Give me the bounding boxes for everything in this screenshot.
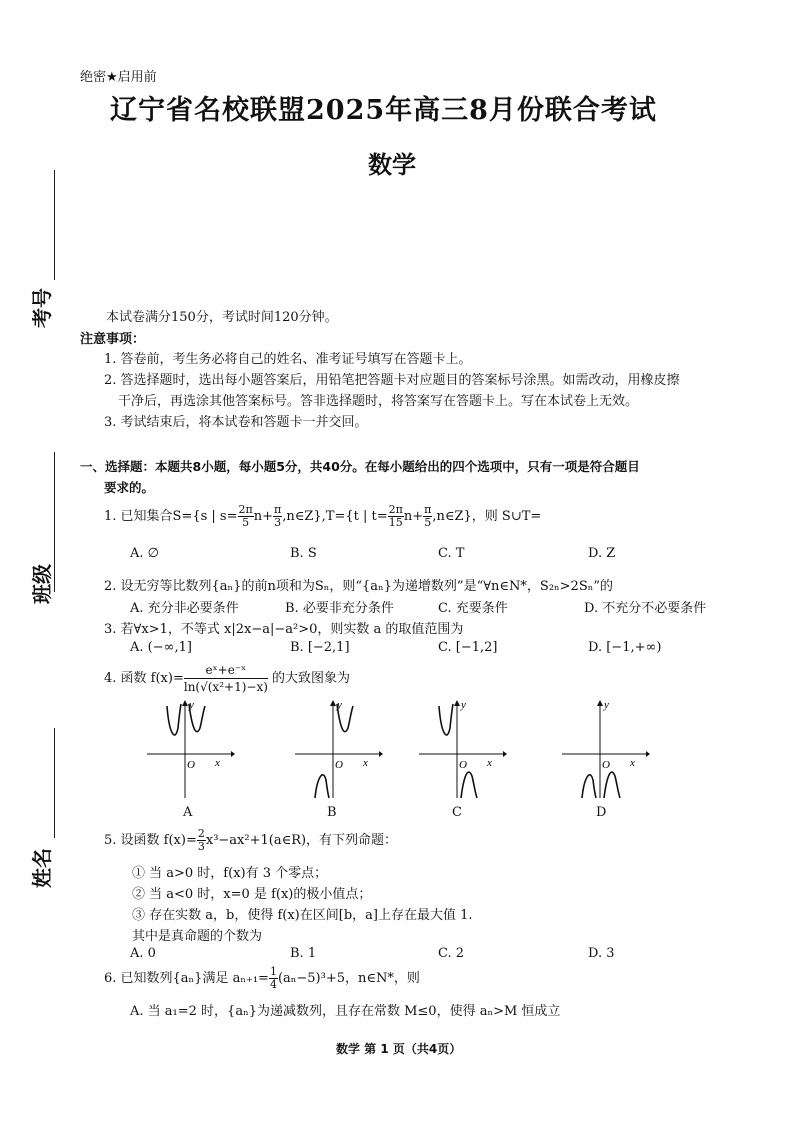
graph-d <box>560 698 650 802</box>
graph-c-origin: O <box>459 759 467 771</box>
q6-fraction <box>269 966 278 991</box>
q1-t-end: ,n∈Z} <box>432 509 472 524</box>
graph-c-x-label: x <box>487 757 492 769</box>
q6-rest: (aₙ−5)³+5，n∈N*，则 <box>277 971 420 986</box>
graph-c-label: C <box>452 805 462 820</box>
q5-item-3: ③ 存在实数 a，b，使得 f(x)在区间[b，a]上存在最大值 1. <box>132 908 473 923</box>
graph-b-y-label: y <box>337 699 342 711</box>
q6-prefix: 6. 已知数列{aₙ}满足 aₙ₊₁= <box>104 971 269 986</box>
q5-rest: x³−ax²+1(a∈R)，有下列命题： <box>205 833 398 848</box>
q5-option-c: C. 2 <box>438 946 465 961</box>
graph-d-x-label: x <box>630 757 635 769</box>
exam-no-line <box>54 170 55 280</box>
q4-denominator: ln(√(x²+1)−x) <box>183 680 268 694</box>
q1-prefix: 1. 已知集合 <box>104 509 173 524</box>
graph-c-y-label: y <box>461 699 466 711</box>
graph-a-label: A <box>183 805 193 820</box>
name-line <box>54 728 55 838</box>
q1-option-a: A. ∅ <box>130 546 159 561</box>
q2-option-c: C. 充要条件 <box>438 601 508 616</box>
q6-frac-num: 1 <box>269 965 277 978</box>
q2-option-a: A. 充分非必要条件 <box>130 601 239 616</box>
graph-b-x-label: x <box>363 757 368 769</box>
section-heading-cont: 要求的。 <box>104 480 155 495</box>
q1-suffix: ，则 S∪T= <box>471 509 542 524</box>
q1-s-part: S={s | s= <box>172 509 238 524</box>
subject-title: 数学 <box>368 150 416 179</box>
q5-fraction <box>197 828 206 853</box>
q5-prefix: 5. 设函数 f(x)= <box>104 833 197 848</box>
graph-b <box>293 698 383 802</box>
q5-item-2: ② 当 a<0 时，x=0 是 f(x)的极小值点； <box>132 887 372 902</box>
q3-option-d: D. [−1,+∞) <box>588 640 662 655</box>
graph-d-origin: O <box>602 759 610 771</box>
exam-no-label: 考号 <box>30 288 54 328</box>
q5-question: 其中是真命题的个数为 <box>132 929 263 944</box>
q1-t-frac1-num: 2π <box>388 503 403 516</box>
q1-option-b: B. S <box>290 546 317 561</box>
q1-s-mid: n+ <box>253 509 273 524</box>
graph-c <box>417 698 507 802</box>
graph-a <box>145 698 235 802</box>
graph-c-left-branch <box>439 704 453 735</box>
q6-option-a: A. 当 a₁=2 时，{aₙ}为递减数列，且存在常数 M≤0，使得 aₙ>M 恒成立 <box>130 1004 561 1019</box>
secret-label: 绝密★启用前 <box>80 70 157 85</box>
q5-option-a: A. 0 <box>130 946 156 961</box>
q3-option-b: B. [−2,1] <box>290 640 350 655</box>
instruction-item-2b: 干净后，再选涂其他答案标号。答非选择题时，将答案写在答题卡上。写在本试卷上无效。 <box>118 394 639 409</box>
q5-option-d: D. 3 <box>588 946 615 961</box>
question-6-stem <box>104 964 420 994</box>
q1-s-frac1-num: 2π <box>238 503 253 516</box>
q1-t-frac2 <box>423 504 432 529</box>
graph-d-label: D <box>596 805 607 820</box>
section-heading: 一、选择题：本题共8小题，每小题5分，共40分。在每小题给出的四个选项中，只有一项是符合题目 <box>80 459 640 474</box>
q4-fraction <box>184 662 268 695</box>
q1-t-frac1-den: 15 <box>388 516 403 529</box>
q4-numerator: eˣ+e⁻ˣ <box>184 662 268 679</box>
graph-a-origin: O <box>187 759 195 771</box>
q2-option-b: B. 必要非充分条件 <box>285 601 394 616</box>
class-label: 班级 <box>30 564 54 604</box>
instruction-item-1: 1. 答卷前，考生务必将自己的姓名、准考证号填写在答题卡上。 <box>104 352 472 367</box>
q1-t-part: ,T={t | t= <box>321 509 388 524</box>
graph-b-left-branch <box>315 775 329 798</box>
q1-s-frac2-den: 3 <box>274 516 282 529</box>
q1-t-frac1 <box>388 504 404 529</box>
q1-option-d: D. Z <box>588 546 616 561</box>
q1-s-frac2-num: π <box>274 503 282 516</box>
q6-frac-den: 4 <box>269 978 277 991</box>
q4-suffix: 的大致图象为 <box>272 671 351 686</box>
q5-frac-den: 3 <box>197 840 205 853</box>
q1-t-frac2-den: 5 <box>424 516 432 529</box>
graph-d-y-label: y <box>604 699 609 711</box>
q1-s-frac2 <box>273 504 282 529</box>
question-5-stem <box>104 826 397 856</box>
instruction-item-3: 3. 考试结束后，将本试卷和答题卡一并交回。 <box>104 415 368 430</box>
instructions-intro: 本试卷满分150分，考试时间120分钟。 <box>106 310 338 325</box>
graph-a-y-label: y <box>189 699 194 711</box>
question-1-stem <box>104 502 541 532</box>
q3-option-c: C. [−1,2] <box>438 640 498 655</box>
graph-a-left-branch <box>167 704 181 735</box>
graph-c-right-branch <box>461 772 477 798</box>
q1-s-frac1 <box>238 504 254 529</box>
q5-option-b: B. 1 <box>290 946 317 961</box>
graph-d-left-branch <box>582 775 596 798</box>
q5-item-1: ① 当 a>0 时，f(x)有 3 个零点； <box>132 866 328 881</box>
exam-title: 辽宁省名校联盟2025年高三8月份联合考试 <box>110 95 657 126</box>
q4-prefix: 4. 函数 f(x)= <box>104 671 184 686</box>
q5-frac-num: 2 <box>197 827 205 840</box>
graph-a-x-label: x <box>215 757 220 769</box>
question-4-stem <box>104 656 350 702</box>
q1-s-frac1-den: 5 <box>242 516 250 529</box>
graph-d-right-branch <box>604 772 620 798</box>
q1-option-c: C. T <box>438 546 465 561</box>
instruction-item-2a: 2. 答选择题时，选出每小题答案后，用铅笔把答题卡对应题目的答案标号涂黑。如需改动，用橡皮擦 <box>104 373 680 388</box>
q1-t-frac2-num: π <box>424 503 432 516</box>
q2-option-d: D. 不充分不必要条件 <box>584 601 707 616</box>
q3-option-a: A. (−∞,1] <box>130 640 192 655</box>
page-footer: 数学 第 1 页（共4页） <box>336 1042 462 1056</box>
instructions-heading: 注意事项： <box>80 332 146 347</box>
question-3-stem: 3. 若∀x>1，不等式 x|2x−a|−a²>0，则实数 a 的取值范围为 <box>104 622 464 637</box>
name-label: 姓名 <box>30 848 54 888</box>
graph-b-label: B <box>327 805 337 820</box>
q1-t-mid: n+ <box>403 509 424 524</box>
q1-s-end: ,n∈Z} <box>282 509 322 524</box>
question-2-stem: 2. 设无穷等比数列{aₙ}的前n项和为Sₙ，则“{aₙ}为递增数列”是“∀n∈N*，S₂ₙ>2Sₙ”的 <box>104 579 614 594</box>
graph-b-origin: O <box>335 759 343 771</box>
